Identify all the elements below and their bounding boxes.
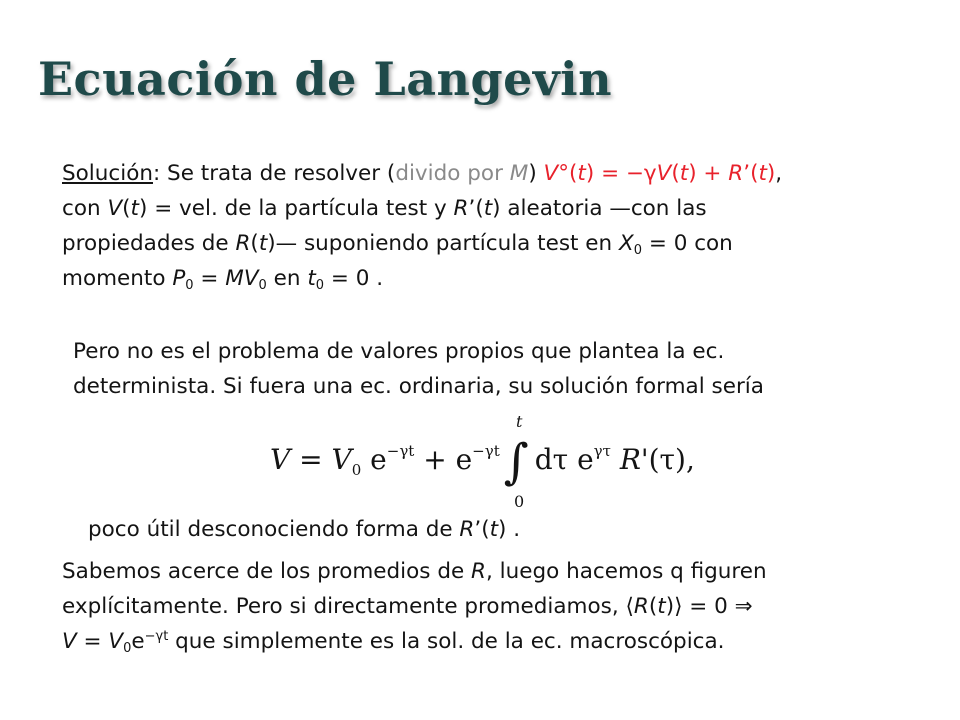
divide-by-note: divido por M bbox=[395, 161, 529, 186]
solution-line-2: con V(t) = vel. de la partícula test y R’(t) aleatoria —con las bbox=[62, 196, 707, 221]
slide-title: Ecuación de Langevin bbox=[38, 52, 613, 106]
integral-lower-limit: 0 bbox=[514, 492, 525, 511]
averages-line-2: explícitamente. Pero si directamente promediamos, ⟨R(t)⟩ = 0 ⇒ bbox=[62, 594, 753, 619]
solution-line-3: propiedades de R(t)— suponiendo partícula test en $X_0 = 0$ con bbox=[62, 231, 733, 258]
formal-solution-formula bbox=[270, 410, 750, 510]
eigenvalue-line-1: Pero no es el problema de valores propios que plantea la ec. bbox=[73, 339, 725, 364]
formula-expression: $V = V_0$ $e^{-\gamma t} + e^{-\gamma t}\int$ dτ $e^{\gamma\tau}$ R'(τ), bbox=[270, 434, 695, 490]
solution-line-1: Solución: Se trata de resolver (divido por M) V°(t) = −γV(t) + R’(t), bbox=[62, 161, 783, 186]
integral-upper-limit: t bbox=[516, 412, 523, 431]
text-run: ) bbox=[528, 161, 544, 186]
text-run: : Se trata de resolver ( bbox=[152, 161, 396, 186]
solution-paragraph bbox=[62, 156, 782, 296]
averages-paragraph bbox=[62, 554, 767, 659]
eigenvalue-line-2: determinista. Si fuera una ec. ordinaria, su solución formal sería bbox=[73, 374, 764, 399]
useless-note: poco útil desconociendo forma de R’(t) . bbox=[88, 517, 521, 542]
averages-line-3: $V = V_0e^{-\gamma t}$ que simplemente es la sol. de la ec. macroscópica. bbox=[62, 629, 725, 656]
solution-line-4: momento $P_0 = MV_0$ en $t_0 = 0$ . bbox=[62, 266, 384, 293]
integral-sign: ∫ bbox=[503, 434, 529, 490]
solution-label: Solución bbox=[62, 161, 153, 186]
eigenvalue-paragraph bbox=[73, 334, 764, 404]
langevin-equation-inline: V°(t) = −γV(t) + R’(t) bbox=[543, 161, 776, 186]
averages-line-1: Sabemos acerce de los promedios de R, luego hacemos q figuren bbox=[62, 559, 767, 584]
